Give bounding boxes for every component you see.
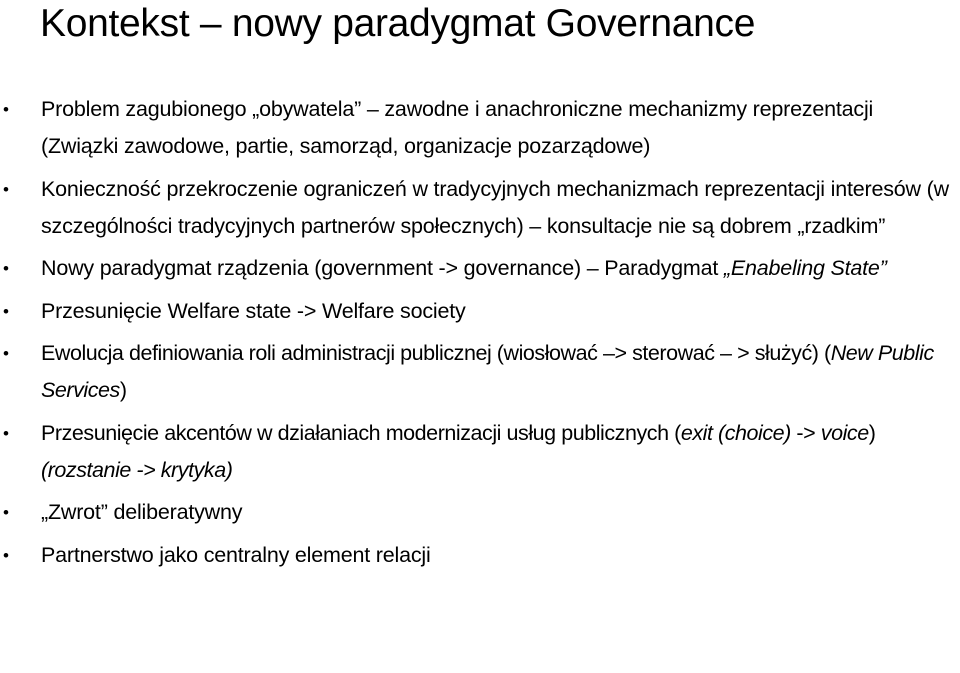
bullet-dot-icon: •: [3, 545, 9, 565]
bullet-text-segment: Partnerstwo jako centralny element relacji: [41, 542, 431, 567]
bullet-text-segment: Przesunięcie akcentów w działaniach modernizacji usług publicznych (: [41, 420, 681, 445]
bullet-dot-icon: •: [3, 503, 9, 522]
bullet-item-representation-limits: [0, 171, 960, 245]
bullet-item-deliberative-turn: [0, 494, 960, 531]
bullet-text-segment: ): [868, 420, 876, 445]
bullet-text-segment: ): [119, 378, 127, 402]
bullet-text-segment: Konieczność przekroczenie ograniczeń w tradycyjnych mechanizmach reprezentacji interesów (w szczególności tradycyjnych partnerów społecznych) – konsultacje nie są dobrem „rzadkim”: [41, 176, 949, 238]
bullet-text-segment: Problem zagubionego „obywatela” – zawodne i anachroniczne mechanizmy reprezentacji (Związki zawodowe, partie, samorząd, organizacje pozarządowe): [41, 97, 874, 158]
bullet-dot-icon: •: [3, 100, 9, 119]
bullet-dot-icon: •: [3, 301, 9, 321]
bullet-text: [41, 341, 934, 402]
bullet-text-italic: exit (choice): [680, 420, 791, 445]
bullet-text-segment: Przesunięcie Welfare state -> Welfare society: [41, 298, 466, 323]
bullet-text-segment: ->: [790, 420, 821, 445]
bullet-text: [41, 500, 242, 524]
bullet-dot-icon: •: [3, 423, 9, 443]
bullet-text: [41, 97, 873, 158]
bullet-text-segment: Nowy paradygmat rządzenia (government -> governance) – Paradygmat: [41, 256, 724, 280]
bullet-text: [41, 421, 875, 482]
bullet-item-new-paradigm: [0, 250, 960, 287]
bullet-list: [0, 91, 960, 579]
bullet-dot-icon: •: [3, 259, 9, 278]
bullet-item-representation-problem: [0, 91, 960, 165]
bullet-text: [41, 299, 466, 323]
bullet-text-italic: voice: [820, 420, 869, 445]
bullet-text-segment: Ewolucja definiowania roli administracji publicznej (wiosłować –> sterować – > służyć) (: [41, 341, 831, 365]
bullet-text-italic: (rozstanie -> krytyka): [41, 457, 233, 482]
bullet-text: [41, 543, 431, 567]
bullet-item-administration-role: [0, 335, 960, 409]
bullet-text-italic: New Public Services: [41, 341, 934, 402]
bullet-text-italic: „Enabeling State”: [723, 256, 887, 280]
bullet-dot-icon: •: [3, 344, 9, 363]
bullet-item-public-services-modernization: [0, 415, 960, 489]
bullet-text: [41, 177, 949, 238]
bullet-item-welfare-shift: [0, 293, 960, 330]
bullet-text-segment: „Zwrot” deliberatywny: [41, 500, 243, 524]
bullet-item-partnership: [0, 537, 960, 574]
bullet-text: [41, 256, 887, 280]
bullet-dot-icon: •: [3, 179, 9, 199]
slide-title: Kontekst – nowy paradygmat Governance: [40, 2, 756, 45]
